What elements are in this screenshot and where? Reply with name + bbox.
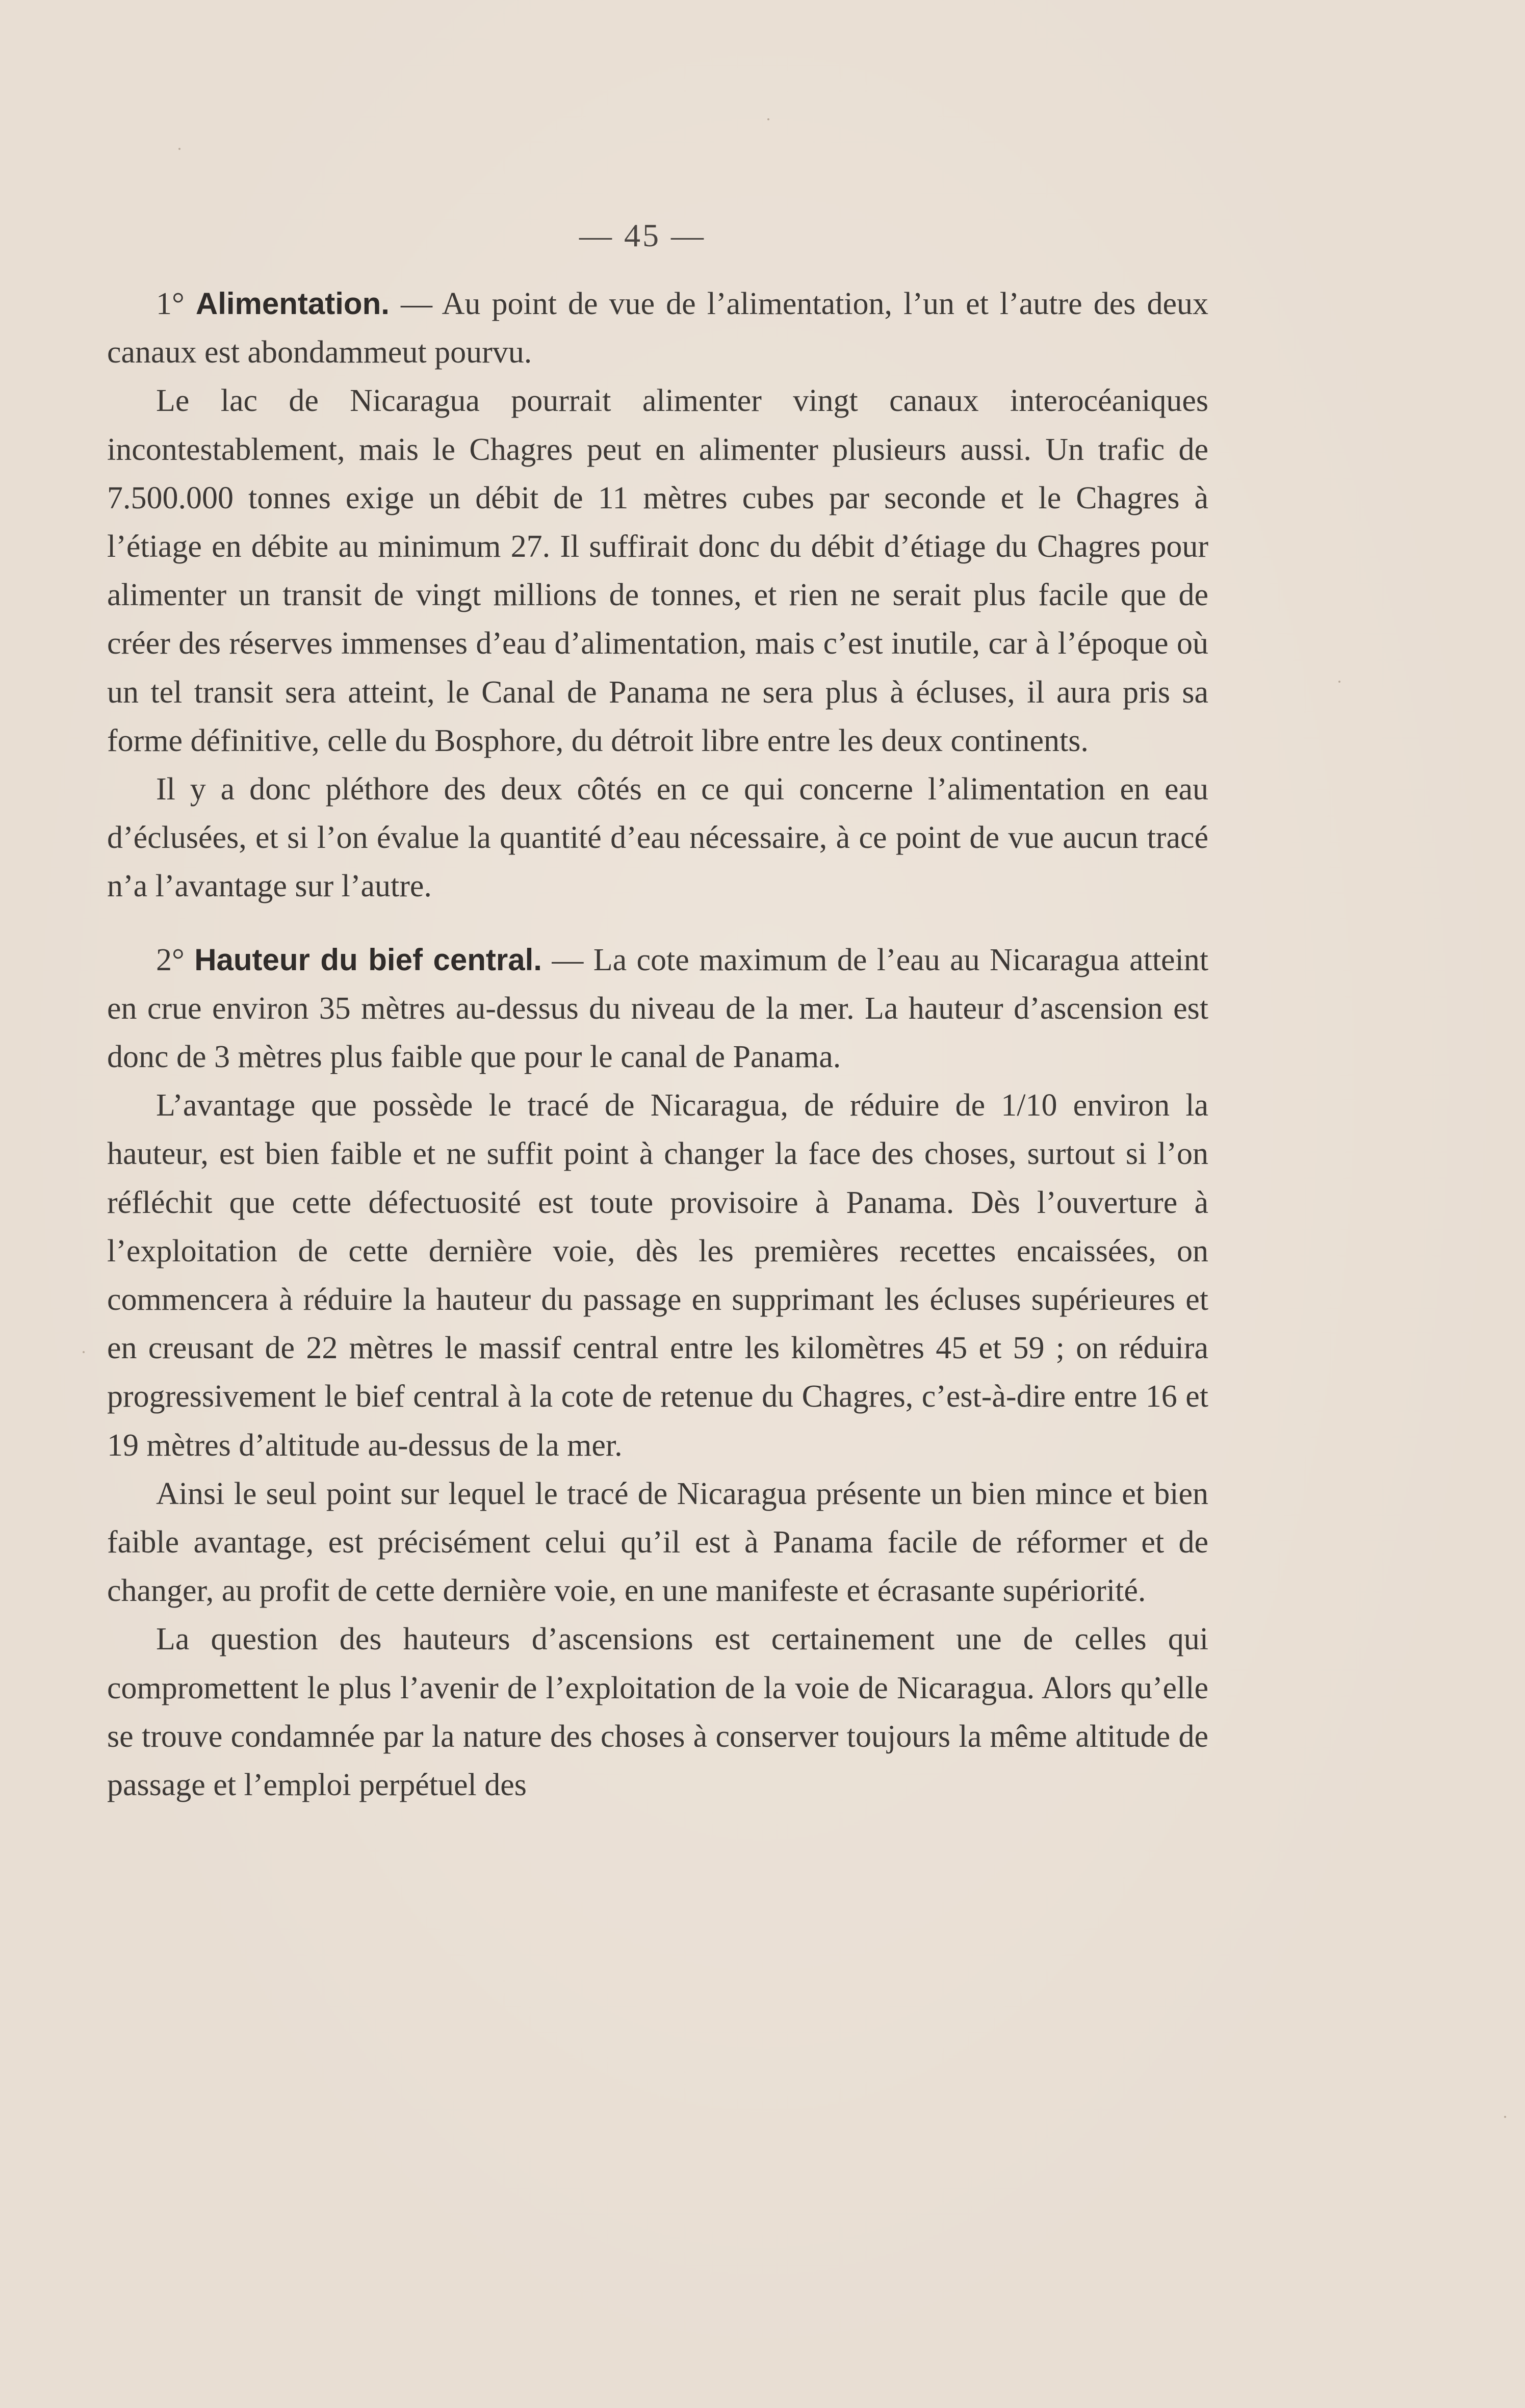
paper-speck [83, 1351, 85, 1353]
section-1-paragraph-3: Il y a donc pléthore des deux côtés en ce qui concerne l’alimentation en eau d’éclusées, et si l’on évalue la quantité d’eau nécessaire, à ce point de vue aucun tracé n’a l’avantage sur l’autre. [107, 772, 1208, 904]
section-1-heading: Alimentation. [195, 287, 390, 321]
paper-speck [767, 118, 769, 120]
section-1-paragraph-2: Le lac de Nicaragua pourrait alimenter vingt canaux interocéaniques incontestablement, mais le Chagres peut en alimenter plusieurs aussi. Un trafic de 7.500.000 tonnes exige un débit de 11 mètres cubes par seconde et le Chagres à l’étiage en débite au minimum 27. Il suffirait donc du débit d’étiage du Chagres pour alimenter un transit de vingt millions de tonnes, et rien ne serait plus facile que de créer des réserves immenses d’eau d’alimentation, mais c’est inutile, car à l’époque où un tel transit sera atteint, le Canal de Panama ne sera plus à écluses, il aura pris sa forme définitive, celle du Bosphore, du détroit libre entre les deux continents. [107, 383, 1208, 758]
section-2-heading: Hauteur du bief central. [194, 942, 542, 977]
section-1-marker: 1° [156, 287, 185, 321]
section-2-intro-paragraph [107, 936, 1208, 1082]
page-number: — 45 — [579, 217, 706, 253]
section-2-paragraph-2: L’avantage que possède le tracé de Nicaragua, de réduire de 1/10 environ la hauteur, est bien faible et ne suffit point à changer la face des choses, surtout si l’on réfléchit que cette défectuosité est toute provisoire à Panama. Dès l’ouverture à l’exploitation de cette dernière voie, dès les premières recettes encaissées, on commencera à réduire la hauteur du passage en supprimant les écluses supérieures et en creusant de 22 mètres le massif central entre les kilomètres 45 et 59 ; on réduira progressivement le bief central à la cote de retenue du Chagres, c’est-à-dire entre 16 et 19 mètres d’altitude au-dessus de la mer. [107, 1088, 1208, 1463]
section-2-marker: 2° [156, 942, 185, 977]
section-2-paragraph-1: — La cote maximum de l’eau au Nicaragua atteint en crue environ 35 mètres au-dessus du niveau de la mer. La hauteur d’ascension est donc de 3 mètres plus faible que pour le canal de Panama. [107, 942, 1209, 1075]
section-1-paragraph-1: — Au point de vue de l’alimentation, l’un et l’autre des deux canaux est abondammeut pourvu. [107, 287, 1208, 370]
section-1-intro-paragraph [107, 279, 1208, 377]
paper-speck [1504, 2116, 1506, 2118]
paper-speck [1338, 681, 1340, 683]
section-2-paragraph-3: Ainsi le seul point sur lequel le tracé de Nicaragua présente un bien mince et bien faible avantage, est précisément celui qu’il est à Panama facile de réformer et de changer, au profit de cette dernière voie, en une manifeste et écrasante supériorité. [107, 1476, 1208, 1609]
body-text [107, 279, 1208, 1809]
section-2-paragraph-4: La question des hauteurs d’ascensions est certainement une de celles qui compromettent le plus l’avenir de l’exploitation de la voie de Nicaragua. Alors qu’elle se trouve condamnée par la nature des choses à conserver toujours la même altitude de passage et l’emploi perpétuel des [107, 1622, 1208, 1803]
paper-speck [178, 148, 180, 150]
